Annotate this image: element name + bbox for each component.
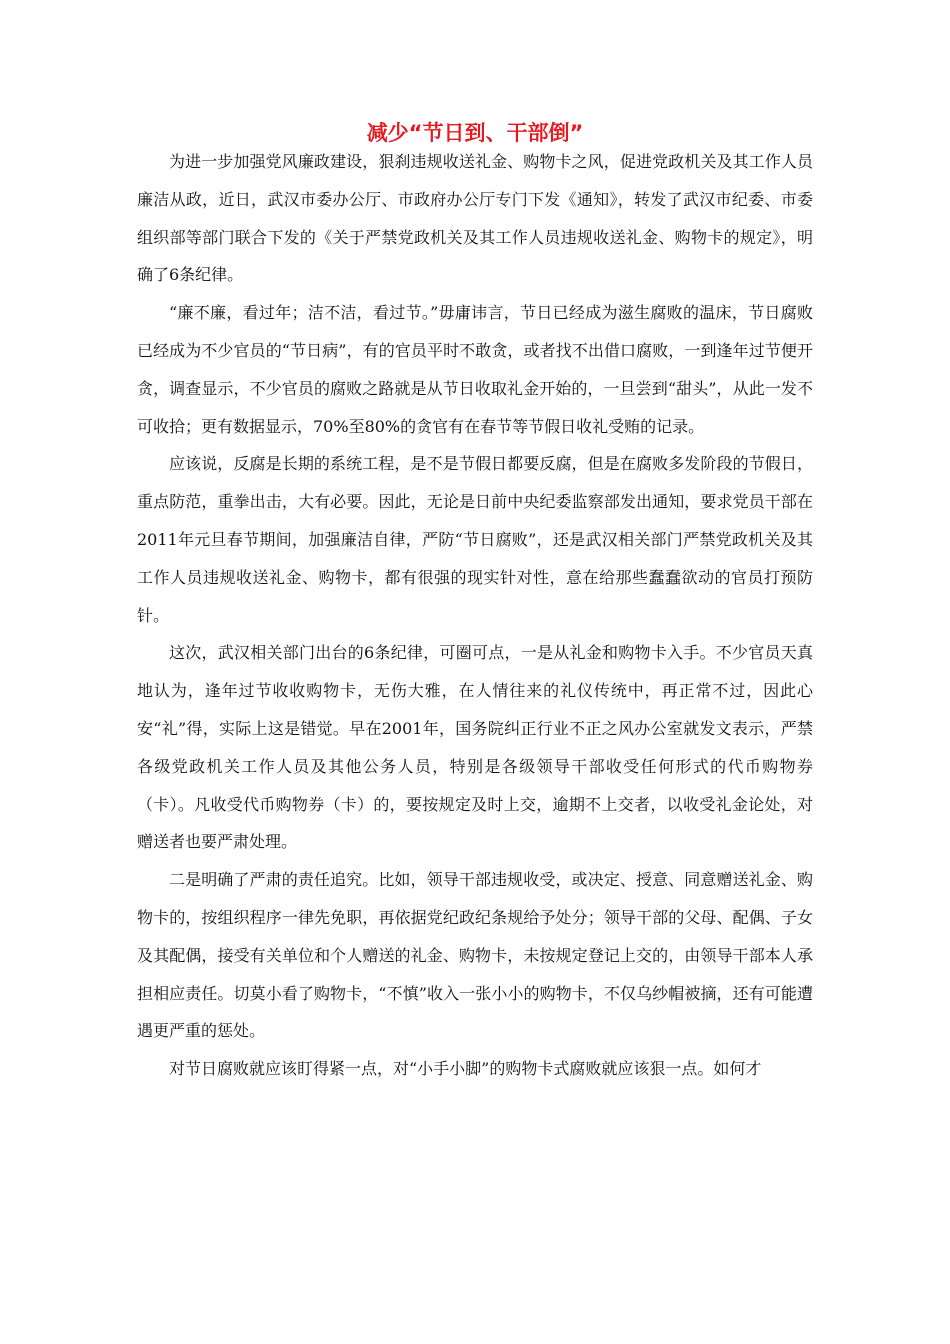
paragraph-1: 为进一步加强党风廉政建设，狠刹违规收送礼金、购物卡之风，促进党政机关及其工作人员廉洁从政，近日，武汉市委办公厅、市政府办公厅专门下发《通知》，转发了武汉市纪委、市委组织部等部门联合下发的《关于严禁党政机关及其工作人员违规收送礼金、购物卡的规定》，明确了6条纪律。 <box>137 152 813 285</box>
paragraph-4: 这次，武汉相关部门出台的6条纪律，可圈可点，一是从礼金和购物卡入手。不少官员天真地认为，逢年过节收收购物卡，无伤大雅，在人情往来的礼仪传统中，再正常不过，因此心安“礼”得，实际上这是错觉。早在2001年，国务院纠正行业不正之风办公室就发文表示，严禁各级党政机关工作人员及其他公务人员，特别是各级领导干部收受任何形式的代币购物券（卡）。凡收受代币购物券（卡）的，要按规定及时上交，逾期不上交者，以收受礼金论处，对赠送者也要严肃处理。 <box>137 643 813 852</box>
paragraph-2: “廉不廉，看过年；洁不洁，看过节。”毋庸讳言，节日已经成为滋生腐败的温床，节日腐败已经成为不少官员的“节日病”，有的官员平时不敢贪，或者找不出借口腐败，一到逢年过节便开贪，调查显示，不少官员的腐败之路就是从节日收取礼金开始的，一旦尝到“甜头”，从此一发不可收拾；更有数据显示，70%至80%的贪官有在春节等节假日收礼受贿的记录。 <box>137 303 813 436</box>
article-title: 减少“节日到、干部倒” <box>366 121 584 145</box>
paragraph-6: 对节日腐败就应该盯得紧一点，对“小手小脚”的购物卡式腐败就应该狠一点。如何才 <box>169 1059 762 1079</box>
paragraph-3: 应该说，反腐是长期的系统工程，是不是节假日都要反腐，但是在腐败多发阶段的节假日，重点防范，重拳出击，大有必要。因此，无论是日前中央纪委监察部发出通知，要求党员干部在2011年元旦春节期间，加强廉洁自律，严防“节日腐败”，还是武汉相关部门严禁党政机关及其工作人员违规收送礼金、购物卡，都有很强的现实针对性，意在给那些蠢蠢欲动的官员打预防针。 <box>137 454 813 625</box>
article-body <box>137 143 813 1088</box>
paragraph-5: 二是明确了严肃的责任追究。比如，领导干部违规收受，或决定、授意、同意赠送礼金、购物卡的，按组织程序一律先免职，再依据党纪政纪条规给予处分；领导干部的父母、配偶、子女及其配偶，接受有关单位和个人赠送的礼金、购物卡，未按规定登记上交的，由领导干部本人承担相应责任。切莫小看了购物卡，“不慎”收入一张小小的购物卡，不仅乌纱帽被摘，还有可能遭遇更严重的惩处。 <box>137 870 813 1041</box>
